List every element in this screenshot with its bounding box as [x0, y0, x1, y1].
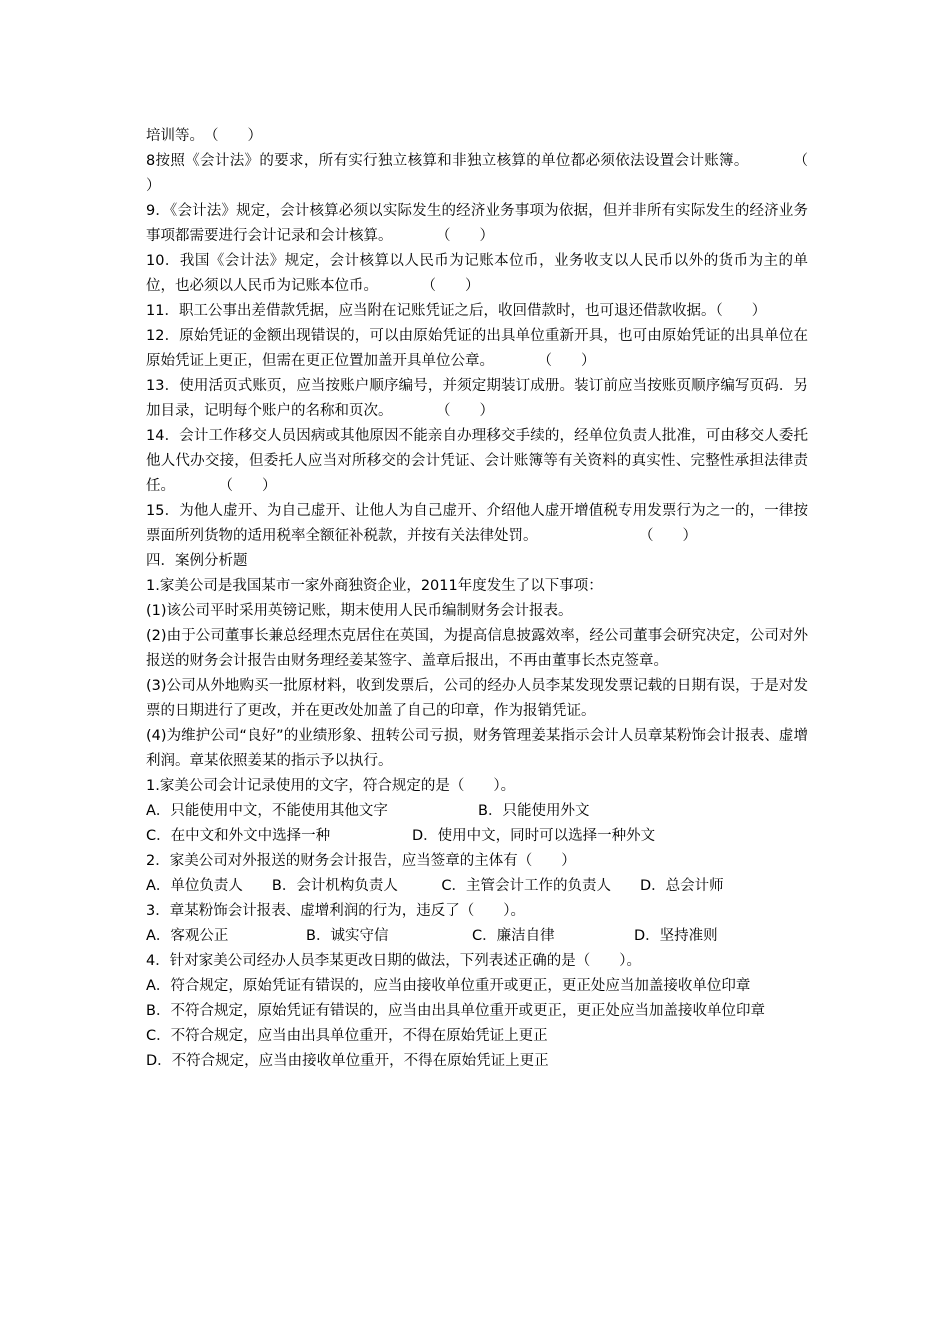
- case-question-1-options-row-1: [146, 799, 808, 824]
- case-question-3-options: [146, 924, 808, 949]
- question-12: 12．原始凭证的金额出现错误的，可以由原始凭证的出具单位重新开具，也可由原始凭证的出具单位在原始凭证上更正，但需在更正位置加盖开具单位公章。 （ ）: [146, 328, 808, 369]
- case-question-3: 3．章某粉饰会计报表、虚增利润的行为，违反了（ ）。: [146, 903, 525, 919]
- case-question-4: 4．针对家美公司经办人员李某更改日期的做法，下列表述正确的是（ ）。: [146, 953, 641, 969]
- question-7-tail: 培训等。 （ ）: [146, 128, 262, 144]
- case-intro: 1.家美公司是我国某市一家外商独资企业，2011年度发生了以下事项：: [146, 578, 603, 594]
- question-13: 13．使用活页式账页，应当按账户顺序编号，并须定期装订成册。装订前应当按账页顺序编写页码．另加目录，记明每个账户的名称和页次。 （ ）: [146, 378, 808, 419]
- case-question-1-options-row-2: [146, 824, 808, 849]
- case-item-1: (1)该公司平时采用英镑记账，期末使用人民币编制财务会计报表。: [146, 603, 573, 619]
- document-page: [146, 124, 837, 1074]
- case-question-2: 2．家美公司对外报送的财务会计报告，应当签章的主体有（ ）: [146, 853, 576, 869]
- case-item-4: (4)为维护公司“良好”的业绩形象、扭转公司亏损，财务管理姜某指示会计人员章某粉饰会计报表、虚增利润。章某依照姜某的指示予以执行。: [146, 728, 808, 769]
- question-10: 10．我国《会计法》规定，会计核算以人民币为记账本位币，业务收支以人民币以外的货币为主的单位，也必须以人民币为记账本位币。 （ ）: [146, 253, 808, 294]
- option-c: C．不符合规定，应当由出具单位重开，不得在原始凭证上更正: [146, 1028, 548, 1044]
- question-9: 9．《会计法》规定，会计核算必须以实际发生的经济业务事项为依据，但并非所有实际发生的经济业务事项都需要进行会计记录和会计核算。 （ ）: [146, 203, 808, 244]
- option-a: A．符合规定，原始凭证有错误的，应当由接收单位重开或更正，更正处应当加盖接收单位印章: [146, 978, 751, 994]
- case-question-1: 1.家美公司会计记录使用的文字，符合规定的是（ ）。: [146, 778, 516, 794]
- case-question-2-options: A．单位负责人 B．会计机构负责人 C．主管会计工作的负责人 D．总会计师: [146, 878, 724, 894]
- case-item-3: (3)公司从外地购买一批原材料，收到发票后，公司的经办人员李某发现发票记载的日期有误，于是对发票的日期进行了更改，并在更改处加盖了自己的印章，作为报销凭证。: [146, 678, 808, 719]
- option-c: C．廉洁自律: [472, 928, 555, 944]
- option-a: A．客观公正: [146, 928, 229, 944]
- option-b: B．只能使用外文: [478, 803, 590, 819]
- option-a: A．只能使用中文，不能使用其他文字: [146, 803, 388, 819]
- question-15: 15．为他人虚开、为自己虚开、让他人为自己虚开、介绍他人虚开增值税专用发票行为之一的，一律按票面所列货物的适用税率全额征补税款，并按有关法律处罚。 （ ）: [146, 503, 808, 544]
- option-d: D．不符合规定，应当由接收单位重开，不得在原始凭证上更正: [146, 1053, 549, 1069]
- option-b: B．诚实守信: [306, 928, 389, 944]
- case-item-2: (2)由于公司董事长兼总经理杰克居住在英国，为提高信息披露效率，经公司董事会研究决定，公司对外报送的财务会计报告由财务理经姜某签字、盖章后报出，不再由董事长杰克签章。: [146, 628, 808, 669]
- option-d: D．使用中文，同时可以选择一种外文: [412, 828, 656, 844]
- option-b: B．不符合规定，原始凭证有错误的，应当由出具单位重开或更正，更正处应当加盖接收单位印章: [146, 1003, 765, 1019]
- question-11: 11．职工公事出差借款凭据，应当附在记账凭证之后，收回借款时，也可退还借款收据。（ ）: [146, 303, 767, 319]
- question-8: 8按照《会计法》的要求，所有实行独立核算和非独立核算的单位都必须依法设置会计账簿。 （ ）: [146, 153, 837, 194]
- option-d: D．坚持准则: [634, 928, 718, 944]
- section-heading-case-analysis: 四．案例分析题: [146, 553, 248, 569]
- option-c: C．在中文和外文中选择一种: [146, 828, 331, 844]
- question-14: 14．会计工作移交人员因病或其他原因不能亲自办理移交手续的，经单位负责人批准，可由移交人委托他人代办交接，但委托人应当对所移交的会计凭证、会计账簿等有关资料的真实性、完整性承担法律责任。 （ ）: [146, 428, 808, 494]
